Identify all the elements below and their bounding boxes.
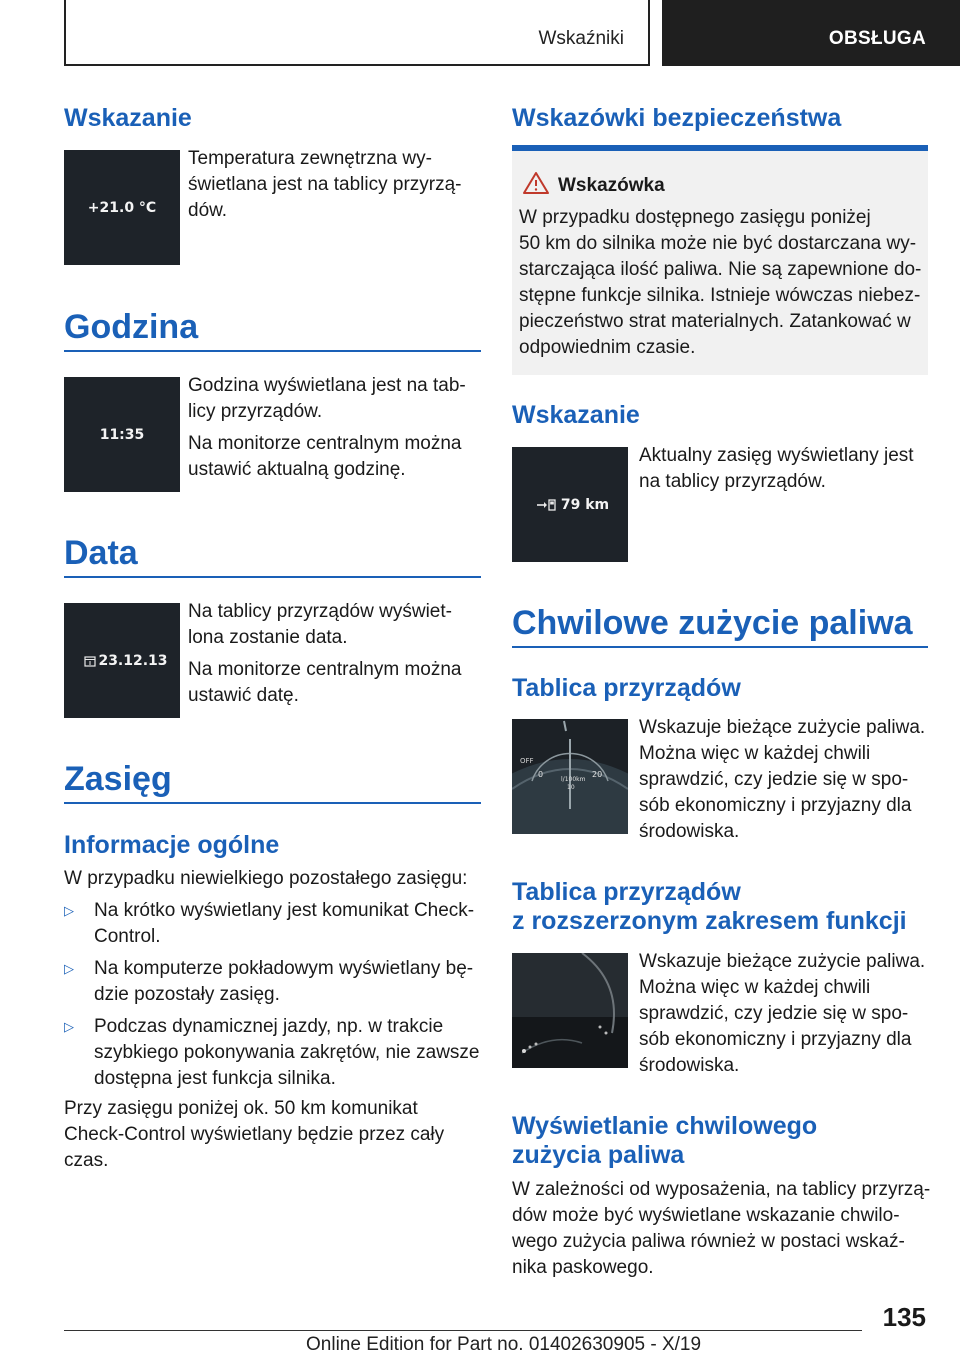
list-item xyxy=(64,898,481,950)
wskazanie-range-text: Aktualny zasięg wyświetlany jest na tablicy przyrządów. xyxy=(639,445,914,492)
bullet-text: Na krótko wyświetlany jest komunikat Check- Control. xyxy=(94,900,475,947)
wyswietlanie-heading-line-2: zużycia paliwa xyxy=(512,1141,685,1169)
data-text xyxy=(188,599,482,709)
zasieg-intro: W przypadku niewielkiego pozostałego zasięgu: xyxy=(64,868,468,889)
tablica-1-text: Wskazuje bieżące zużycie paliwa. Można więc w każdej chwili sprawdzić, czy jedzie się w spo- sób ekonomiczny i przyjazny dla środowiska. xyxy=(639,717,926,842)
wskazanie-text: Temperatura zewnętrzna wy- świetlana jest na tablicy przyrzą- dów. xyxy=(188,148,462,221)
extended-cluster-graphic xyxy=(512,953,628,1068)
wskazanie-heading: Wskazanie xyxy=(64,104,192,132)
tablica-przyrzadow-heading: Tablica przyrządów xyxy=(512,674,741,702)
warning-box xyxy=(512,151,928,375)
godzina-text xyxy=(188,373,482,483)
header-chapter-title: OBSŁUGA xyxy=(828,28,926,49)
footer-edition-text: Online Edition for Part no. 01402630905 - X/19 xyxy=(306,1334,702,1355)
consumption-gauge-image xyxy=(512,719,628,834)
page-number: 135 xyxy=(882,1302,926,1332)
wskazanie-range-heading: Wskazanie xyxy=(512,401,640,429)
tablica-rozszerzona-heading-line-1: Tablica przyrządów xyxy=(512,878,741,906)
warning-title: Wskazówka xyxy=(558,175,665,196)
triangle-bullet-icon: ▷ xyxy=(64,961,74,976)
bullet-text: Na komputerze pokładowym wyświetlany bę- dzie pozostały zasięg. xyxy=(94,958,474,1005)
zasieg-rule xyxy=(64,802,481,804)
chwilowe-rule xyxy=(512,646,928,648)
gauge-mid-label: 10 xyxy=(567,784,575,791)
header-section-box xyxy=(64,0,650,66)
godzina-rule xyxy=(64,350,481,352)
data-heading: Data xyxy=(64,534,138,572)
data-paragraph-2: Na monitorze centralnym można ustawić datę. xyxy=(188,659,462,706)
zasieg-heading: Zasięg xyxy=(64,760,172,798)
list-item xyxy=(64,956,481,1008)
warning-triangle-icon xyxy=(522,171,550,195)
date-readout: 23.12.13 xyxy=(98,653,168,669)
safety-heading: Wskazówki bezpieczeństwa xyxy=(512,104,842,132)
zasieg-outro: Przy zasięgu poniżej ok. 50 km komunikat Check-Control wyświetlany będzie przez cały czas. xyxy=(64,1098,445,1171)
clock-display-image xyxy=(64,377,180,492)
warning-text: W przypadku dostępnego zasięgu poniżej 50 km do silnika może nie być dostarczana wy- starczająca ilość paliwa. Nie są zapewnione do- stępne funkcje silnika. Istnieje wówczas niebez- pieczeństwo strat materialnych. Zatankować w odpowiednim czasie. xyxy=(519,207,922,358)
informacje-ogolne-heading: Informacje ogólne xyxy=(64,831,280,859)
tablica-rozszerzona-heading-line-2: z rozszerzonym zakresem funkcji xyxy=(512,907,907,935)
godzina-heading: Godzina xyxy=(64,308,199,346)
clock-readout: 11:35 xyxy=(99,427,145,443)
tablica-rozszerzona-heading xyxy=(512,878,907,936)
wyswietlanie-text: W zależności od wyposażenia, na tablicy przyrzą- dów może być wyświetlane wskazanie chwilo- wego zużycia paliwa również w postaci wskaź- nika paskowego. xyxy=(512,1179,931,1278)
triangle-bullet-icon: ▷ xyxy=(64,1019,74,1034)
temperature-readout: +21.0 °C xyxy=(87,200,157,216)
godzina-paragraph-1: Godzina wyświetlana jest na tab- licy przyrządów. xyxy=(188,375,466,422)
header-section-title: Wskaźniki xyxy=(538,28,624,49)
outside-temperature-display-image xyxy=(64,150,180,265)
range-display-image xyxy=(512,447,628,562)
gauge-max-label: 20 xyxy=(592,770,603,779)
chwilowe-heading: Chwilowe zużycie paliwa xyxy=(512,604,913,642)
wyswietlanie-heading-line-1: Wyświetlanie chwilowego xyxy=(512,1112,818,1140)
gauge-unit-label: l/100km xyxy=(561,776,586,783)
tablica-2-text: Wskazuje bieżące zużycie paliwa. Można więc w każdej chwili sprawdzić, czy jedzie się w spo- sób ekonomiczny i przyjazny dla środowiska. xyxy=(639,951,926,1076)
triangle-bullet-icon: ▷ xyxy=(64,903,74,918)
list-item xyxy=(64,1014,481,1092)
gauge-off-label: OFF xyxy=(520,757,534,765)
data-rule xyxy=(64,576,481,578)
date-display-image xyxy=(64,603,180,718)
consumption-gauge-graphic xyxy=(512,719,628,834)
footer-rule xyxy=(64,1330,862,1331)
data-paragraph-1: Na tablicy przyrządów wyświet- lona zostanie data. xyxy=(188,601,452,648)
range-readout: 79 km xyxy=(560,497,610,513)
zasieg-bullet-list xyxy=(64,898,481,1092)
gauge-min-label: 0 xyxy=(538,770,544,779)
header-chapter-tab xyxy=(662,0,960,66)
bullet-text: Podczas dynamicznej jazdy, np. w trakcie szybkiego pokonywania zakrętów, nie zawsze dostępna jest funkcja silnika. xyxy=(94,1016,480,1089)
godzina-paragraph-2: Na monitorze centralnym można ustawić aktualną godzinę. xyxy=(188,433,462,480)
extended-cluster-image xyxy=(512,953,628,1068)
wyswietlanie-heading xyxy=(512,1112,817,1170)
